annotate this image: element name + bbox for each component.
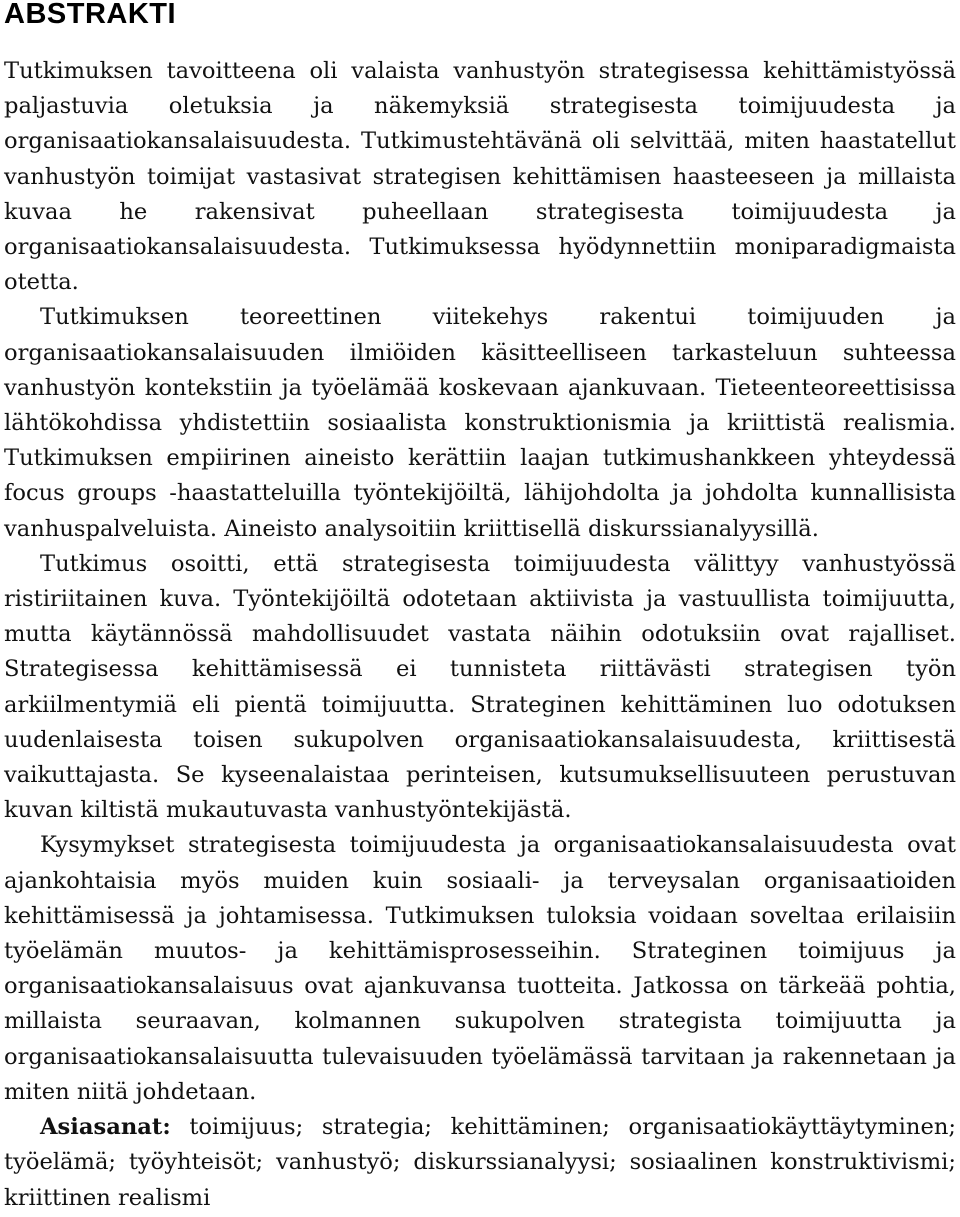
abstract-paragraph-2: Tutkimuksen teoreettinen viitekehys rakentui toimijuuden ja organisaatiokansalaisuuden ilmiöiden käsitteelliseen tarkasteluun suhteessa vanhustyön kontekstiin ja työelämää koskevaan ajankuvaan. Tieteenteoreettisissa lähtökohdissa yhdistettiin sosiaalista konstruktionismia ja kriittistä realismia. Tutkimuksen empiirinen aineisto kerättiin laajan tutkimushankkeen yhteydessä focus groups -haastatteluilla työntekijöiltä, lähijohdolta ja johdolta kunnallisista vanhuspalveluista. Aineisto analysoitiin kriittisellä diskurssianalyysillä. xyxy=(4,304,956,542)
abstract-heading: ABSTRAKTI xyxy=(4,0,177,30)
keywords-line xyxy=(4,1110,956,1216)
keywords-label: Asiasanat: xyxy=(40,1114,171,1141)
abstract-paragraph-3: Tutkimus osoitti, että strategisesta toimijuudesta välittyy vanhustyössä ristiriitainen kuva. Työntekijöiltä odotetaan aktiivista ja vastuullista toimijuutta, mutta käytännössä mahdollisuudet vastata näihin odotuksiin ovat rajalliset. Strategisessa kehittämisessä ei tunnisteta riittävästi strategisen työn arkiilmentymiä eli pientä toimijuutta. Strateginen kehittäminen luo odotuksen uudenlaisesta toisen sukupolven organisaatiokansalaisuudesta, kriittisestä vaikuttajasta. Se kyseenalaistaa perinteisen, kutsumuksellisuuteen perustuvan kuvan kiltistä mukautuvasta vanhustyöntekijästä. xyxy=(4,550,956,824)
keywords-list: toimijuus; strategia; kehittäminen; organisaatiokäyttäytyminen; työelämä; työyhteisöt; vanhustyö; diskurssianalyysi; sosiaalinen konstruktivismi; kriittinen realismi xyxy=(4,1114,956,1211)
abstract-body xyxy=(4,54,956,1216)
abstract-paragraph-1: Tutkimuksen tavoitteena oli valaista vanhustyön strategisessa kehittämistyössä paljastuvia oletuksia ja näkemyksiä strategisesta toimijuudesta ja organisaatiokansalaisuudesta. Tutkimustehtävänä oli selvittää, miten haastatellut vanhustyön toimijat vastasivat strategisen kehittämisen haasteeseen ja millaista kuvaa he rakensivat puheellaan strategisesta toimijuudesta ja organisaatiokansalaisuudesta. Tutkimuksessa hyödynnettiin moniparadigmaista otetta. xyxy=(4,58,956,296)
abstract-paragraph-4: Kysymykset strategisesta toimijuudesta ja organisaatiokansalaisuudesta ovat ajankohtaisia myös muiden kuin sosiaali- ja terveysalan organisaatioiden kehittämisessä ja johtamisessa. Tutkimuksen tuloksia voidaan soveltaa erilaisiin työelämän muutos- ja kehittämisprosesseihin. Strateginen toimijuus ja organisaatiokansalaisuus ovat ajankuvansa tuotteita. Jatkossa on tärkeää pohtia, millaista seuraavan, kolmannen sukupolven strategista toimijuutta ja organisaatiokansalaisuutta tulevaisuuden työelämässä tarvitaan ja rakennetaan ja miten niitä johdetaan. xyxy=(4,832,956,1105)
